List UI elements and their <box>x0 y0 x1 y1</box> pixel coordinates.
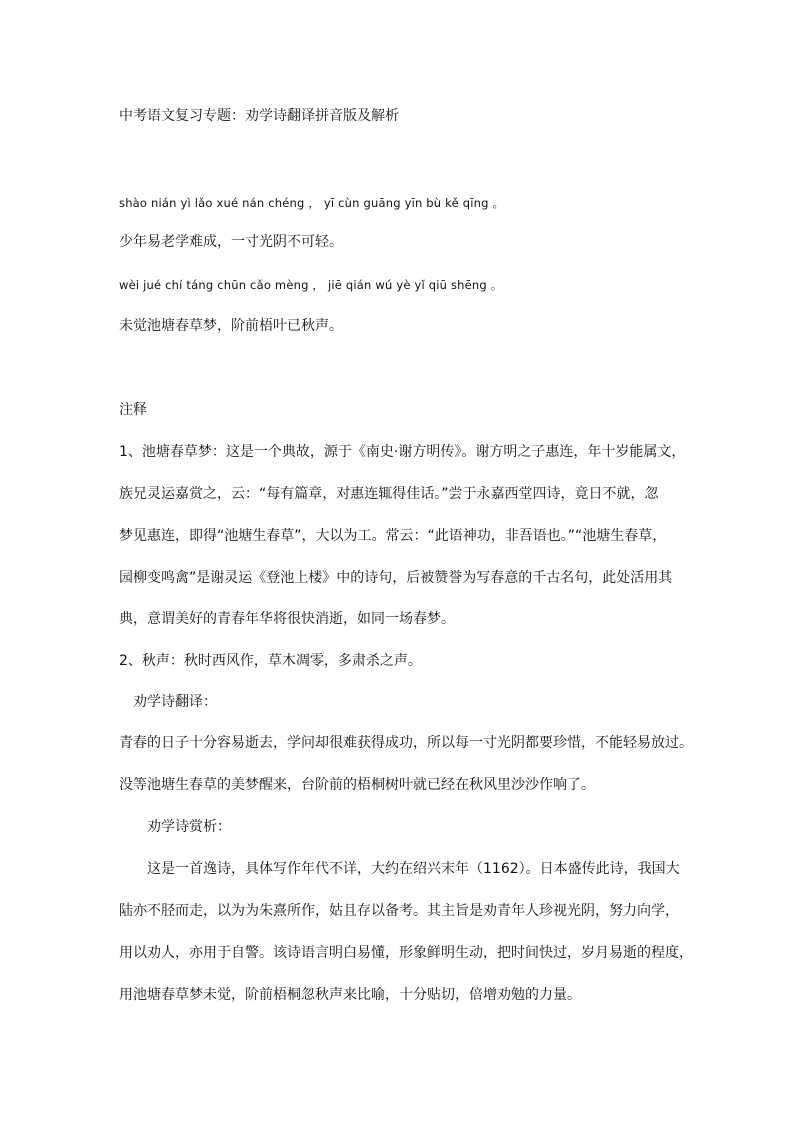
pinyin-line-2: wèi jué chí táng chūn cǎo mèng ， jiē qián wú yè yǐ qiū shēng 。 <box>119 278 503 292</box>
poem-line-1: 少年易老学难成，一寸光阴不可轻。 <box>119 234 343 250</box>
note-2: 2、秋声：秋时西风作，草木凋零，多肃杀之声。 <box>119 653 422 669</box>
note-1-line: 梦见惠连，即得“池塘生春草”，大以为工。常云：“此语神功，非吾语也。”“池塘生春草， <box>119 528 667 544</box>
appreciation-line: 用池塘春草梦未觉，阶前梧桐忽秋声来比喻，十分贴切，倍增劝勉的力量。 <box>119 987 581 1003</box>
appreciation-line: 陆亦不胫而走，以为为朱熹所作，姑且存以备考。其主旨是劝青年人珍视光阴，努力向学， <box>119 903 679 919</box>
poem-line-2: 未觉池塘春草梦，阶前梧叶已秋声。 <box>119 318 343 334</box>
notes-heading: 注释 <box>119 402 147 418</box>
appreciation-line: 这是一首逸诗，具体写作年代不详，大约在绍兴末年（1162）。日本盛传此诗，我国大 <box>147 861 680 877</box>
pinyin-line-1: shào nián yì lǎo xué nán chéng ， yī cùn guāng yīn bù kě qīng 。 <box>119 196 505 210</box>
appreciation-heading: 劝学诗赏析： <box>147 819 231 835</box>
translation-heading: 劝学诗翻译： <box>133 694 217 710</box>
note-1-line: 1、池塘春草梦：这是一个典故，源于《南史·谢方明传》。谢方明之子惠连，年十岁能属文， <box>119 444 686 460</box>
note-1-line: 典，意谓美好的青春年华将很快消逝，如同一场春梦。 <box>119 611 455 627</box>
translation-line: 青春的日子十分容易逝去，学问却很难获得成功，所以每一寸光阴都要珍惜，不能轻易放过。 <box>119 735 693 751</box>
appreciation-line: 用以劝人，亦用于自警。该诗语言明白易懂，形象鲜明生动，把时间快过，岁月易逝的程度， <box>119 945 693 961</box>
note-1-line: 族兄灵运嘉赏之，云：“每有篇章，对惠连辄得佳话。”尝于永嘉西堂四诗，竟日不就，忽 <box>119 486 659 502</box>
page-title: 中考语文复习专题：劝学诗翻译拼音版及解析 <box>119 108 399 124</box>
translation-line: 没等池塘生春草的美梦醒来，台阶前的梧桐树叶就已经在秋风里沙沙作响了。 <box>119 777 595 793</box>
note-1-line: 园柳变鸣禽”是谢灵运《登池上楼》中的诗句，后被赞誉为写春意的千古名句，此处活用其 <box>119 570 673 586</box>
